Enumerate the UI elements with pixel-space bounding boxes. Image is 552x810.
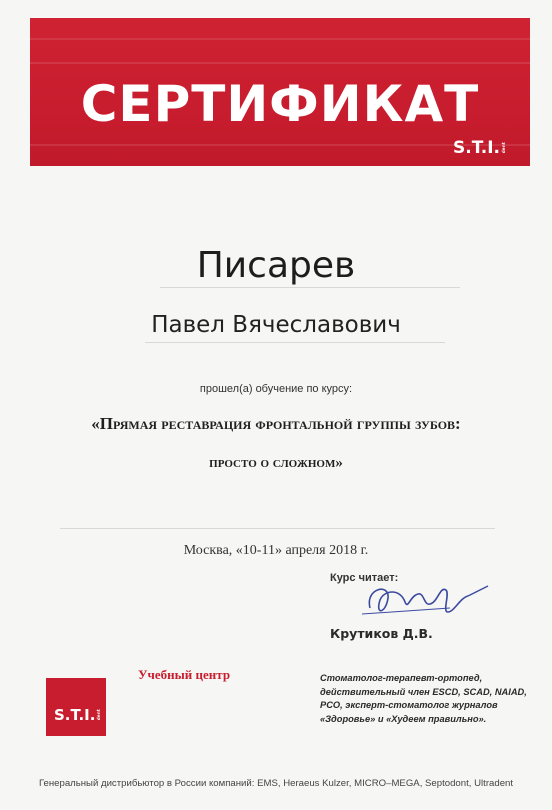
course-title-line1: «Прямая реставрация фронтальной группы зубов: [91,414,461,433]
banner-stripe [30,38,530,40]
course-title-line2: просто о сложном» [209,455,343,471]
lecturer-name: Крутиков Д.В. [330,626,433,641]
sti-logo-text: S.T.I. [453,138,500,158]
lecturer-signature [350,568,500,628]
place-and-date: Москва, «10-11» апреля 2018 г. [183,543,369,558]
recipient-given-names: Павел Вячеславович [151,312,401,338]
recipient-surname: Писарев [196,245,356,286]
lecturer-description: Стоматолог-терапевт-ортопед, действительный член ESCD, SCAD, NAIAD, PCO, эксперт-стоматолог журналов «Здоровье» и «Худеем правильно». [320,673,527,724]
course-underline [60,528,495,529]
surname-underline [160,287,460,288]
lecturer-label: Курс читает: [330,572,399,584]
certificate-title: СЕРТИФИКАТ [80,75,480,133]
certificate-banner [30,18,530,166]
distributor-footer: Генеральный дистрибьютор в России компаний: EMS, Heraeus Kulzer, MICRO–MEGA, Septodont, Ultradent [38,778,514,789]
training-center-label: Учебный центр [138,667,231,682]
sti-logo-text: S.T.I. [54,706,96,724]
training-center-logo [46,678,106,736]
given-names-underline [145,342,445,343]
course-intro: прошел(а) обучение по курсу: [199,383,353,395]
sti-logo [54,706,101,724]
sti-logo [453,138,506,158]
sti-logo-tag: dent [501,142,506,154]
sti-logo-tag: dent [96,709,102,721]
banner-stripe [30,62,530,64]
